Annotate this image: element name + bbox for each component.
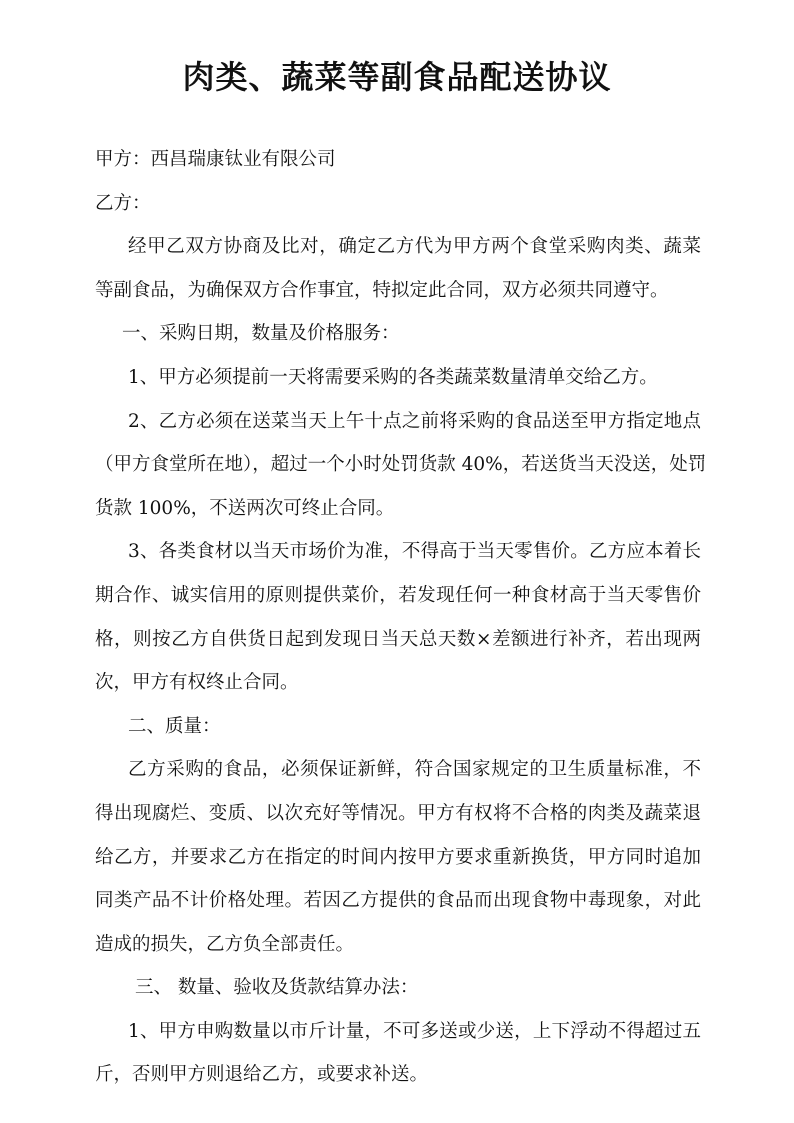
text-line: 斤，否则甲方则退给乙方，或要求补送。	[95, 1064, 429, 1086]
text-line: 经甲乙双方协商及比对，确定乙方代为甲方两个食堂采购肉类、蔬菜	[128, 236, 701, 258]
text-line: （甲方食堂所在地），超过一个小时处罚货款 40%，若送货当天没送，处罚	[95, 454, 707, 476]
section1-item1: 1、甲方必须提前一天将需要采购的各类蔬菜数量清单交给乙方。	[128, 366, 658, 388]
section2-paragraph	[95, 748, 701, 966]
text-line: 2、乙方必须在送菜当天上午十点之前将采购的食品送至甲方指定地点	[128, 410, 701, 432]
section3-item1	[95, 1010, 701, 1097]
text-line: 3、各类食材以当天市场价为准，不得高于当天零售价。乙方应本着长	[128, 541, 701, 563]
text-line: 货款 100%，不送两次可终止合同。	[95, 497, 395, 519]
intro-paragraph	[95, 225, 701, 312]
text-line: 造成的损失，乙方负全部责任。	[95, 933, 355, 955]
text-line: 等副食品，为确保双方合作事宜，特拟定此合同，双方必须共同遵守。	[95, 279, 669, 301]
text-line: 同类产品不计价格处理。若因乙方提供的食品而出现食物中毒现象，对此	[95, 890, 701, 912]
document-title: 肉类、蔬菜等副食品配送协议	[182, 58, 612, 96]
section1-item2	[95, 400, 707, 531]
section3-heading: 三、 数量、验收及货款结算办法：	[135, 977, 419, 999]
party-b: 乙方：	[95, 192, 151, 214]
party-a: 甲方：西昌瑞康钛业有限公司	[95, 149, 336, 170]
section1-heading: 一、采购日期，数量及价格服务：	[122, 323, 400, 345]
section1-item3	[95, 530, 701, 704]
section2-heading: 二、质量：	[128, 715, 221, 737]
text-line: 期合作、诚实信用的原则提供菜价，若发现任何一种食材高于当天零售价	[95, 584, 701, 606]
text-line: 次，甲方有权终止合同。	[95, 672, 299, 694]
text-line: 乙方采购的食品，必须保证新鲜，符合国家规定的卫生质量标准，不	[128, 759, 701, 781]
text-line: 格，则按乙方自供货日起到发现日当天总天数×差额进行补齐，若出现两	[95, 628, 701, 650]
text-line: 得出现腐烂、变质、以次充好等情况。甲方有权将不合格的肉类及蔬菜退	[95, 802, 701, 824]
text-line: 给乙方，并要求乙方在指定的时间内按甲方要求重新换货，甲方同时追加	[95, 846, 701, 868]
text-line: 1、甲方申购数量以市斤计量，不可多送或少送，上下浮动不得超过五	[128, 1020, 701, 1042]
document-body	[95, 138, 707, 1097]
